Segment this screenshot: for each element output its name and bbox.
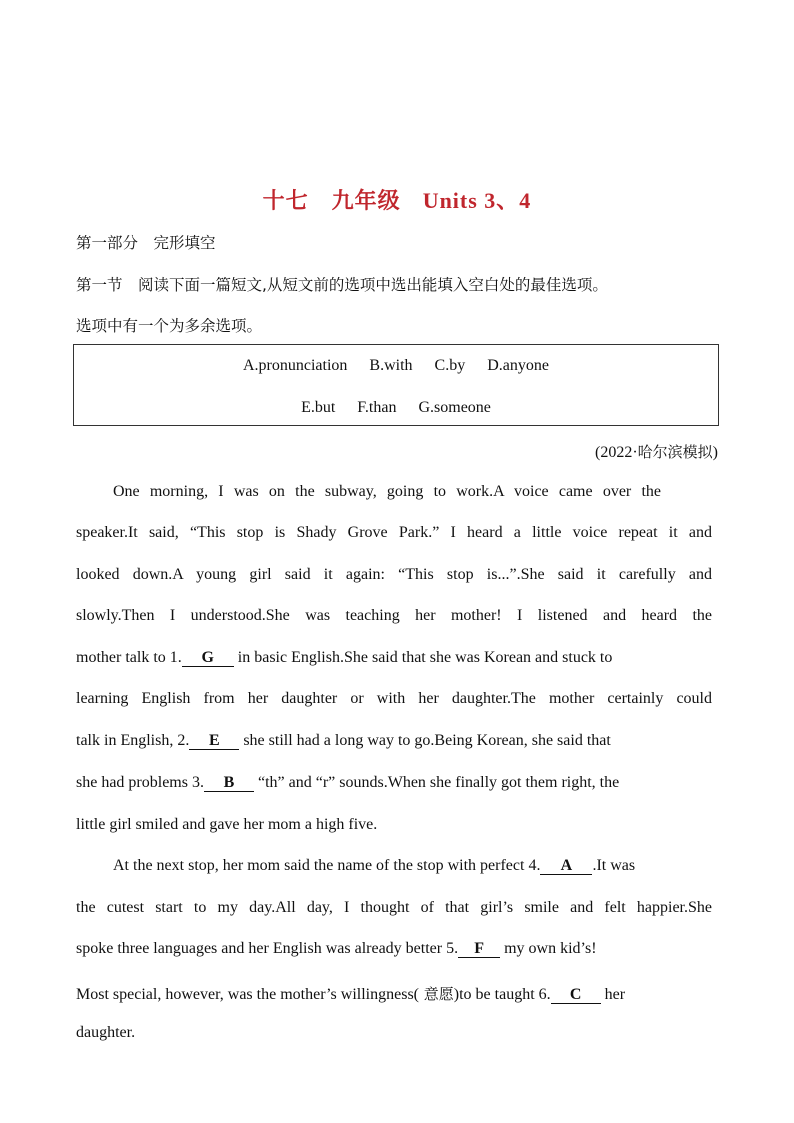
title-chinese: 十七 九年级 (262, 188, 401, 214)
option-c: C.by (434, 357, 466, 374)
section-instruction: 第一节 阅读下面一篇短文,从短文前的选项中选出能填入空白处的最佳选项。 (76, 276, 608, 294)
answer-blank-6: C (551, 986, 601, 1004)
passage-line: she had problems 3. B “th” and “r” sounds.When she finally got them right, the (76, 774, 620, 791)
passage-line: slowly.Then I understood.She was teaching her mother! I listened and heard the (76, 607, 712, 624)
option-b: B.with (369, 357, 413, 374)
answer-blank-5: F (458, 940, 500, 958)
answer-blank-3: B (204, 774, 254, 792)
passage-line: talk in English, 2. E she still had a long way to go.Being Korean, she said that (76, 732, 611, 749)
answer-blank-4: A (540, 857, 592, 875)
option-a: A.pronunciation (243, 357, 348, 374)
passage-line: little girl smiled and gave her mom a high five. (76, 816, 378, 833)
passage-line: At the next stop, her mom said the name of the stop with perfect 4. A .It was (113, 857, 636, 874)
passage-line: mother talk to 1. G in basic English.She said that she was Korean and stuck to (76, 649, 613, 666)
passage-line: Most special, however, was the mother’s willingness( 意愿)to be taught 6. C her (76, 985, 626, 1003)
answer-blank-2: E (189, 732, 239, 750)
passage-line: looked down.A young girl said it again: “This stop is...”.She said it carefully and (76, 566, 712, 583)
option-d: D.anyone (487, 357, 549, 374)
passage-line: One morning, I was on the subway, going to work.A voice came over the (113, 483, 661, 500)
passage-line: spoke three languages and her English was already better 5. F my own kid’s! (76, 940, 597, 957)
options-box (73, 344, 719, 426)
source-note: (2022·哈尔滨模拟) (595, 443, 718, 461)
passage-line: learning English from her daughter or with her daughter.The mother certainly could (76, 690, 712, 707)
option-f: F.than (357, 399, 397, 416)
options-row-2 (74, 399, 718, 417)
page-title (0, 184, 794, 215)
part-heading: 第一部分 完形填空 (76, 234, 216, 252)
section-instruction-cont: 选项中有一个为多余选项。 (76, 317, 263, 335)
passage-line: daughter. (76, 1024, 136, 1041)
passage-line: speaker.It said, “This stop is Shady Grove Park.” I heard a little voice repeat it and (76, 524, 712, 541)
answer-blank-1: G (182, 649, 234, 667)
option-g: G.someone (418, 399, 491, 416)
option-e: E.but (301, 399, 336, 416)
passage-line: the cutest start to my day.All day, I thought of that girl’s smile and felt happier.She (76, 899, 712, 916)
options-row-1 (74, 357, 718, 375)
title-units: Units 3、4 (422, 188, 532, 213)
